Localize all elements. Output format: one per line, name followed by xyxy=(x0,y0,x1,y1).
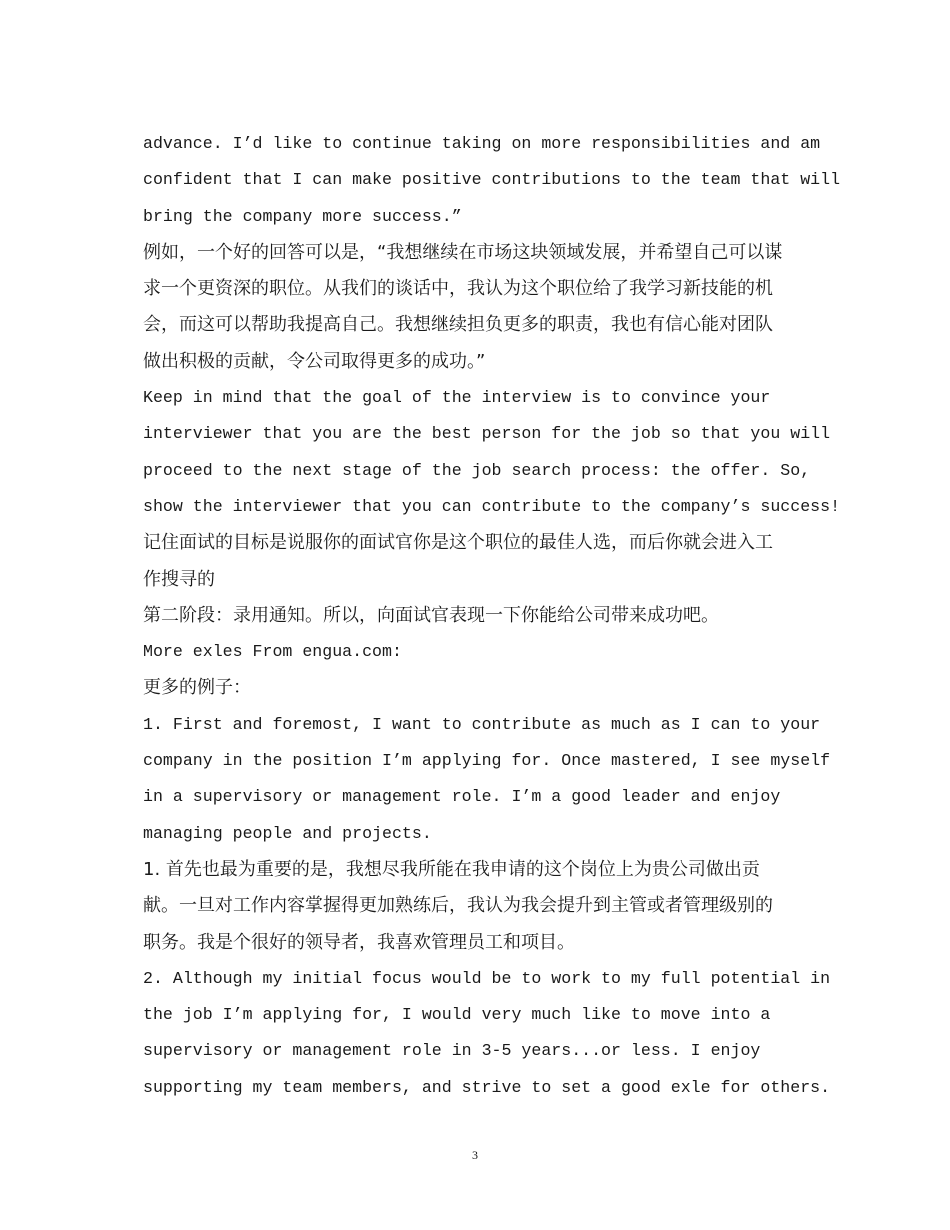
text-line: 职务。我是个很好的领导者，我喜欢管理员工和项目。 xyxy=(143,931,575,953)
paragraph-en-example-2 xyxy=(143,961,831,1106)
paragraph-zh-keep-in-mind xyxy=(143,525,823,598)
text-line: 1. 首先也最为重要的是，我想尽我所能在我申请的这个岗位上为贵公司做出贡 xyxy=(143,858,760,880)
text-line: in a supervisory or management role. I’m a good leader and enjoy xyxy=(143,787,781,807)
text-line: supporting my team members, and strive to set a good exle for others. xyxy=(143,1077,831,1097)
text-line: the job I’m applying for, I would very much like to move into a xyxy=(143,1005,771,1025)
text-line: 2. Although my initial focus would be to work to my full potential in xyxy=(143,968,831,988)
text-line: More exles From engua.com: xyxy=(143,642,402,662)
document-body xyxy=(143,126,841,1106)
text-line: Keep in mind that the goal of the interview is to convince your xyxy=(143,388,771,408)
text-line: managing people and projects. xyxy=(143,823,432,843)
paragraph-en-keep-in-mind xyxy=(143,380,841,525)
text-line: 第二阶段：录用通知。所以，向面试官表现一下你能给公司带来成功吧。 xyxy=(143,604,719,626)
text-line: confident that I can make positive contributions to the team that will xyxy=(143,170,841,190)
paragraph-en-more-examples xyxy=(143,634,823,670)
paragraph-en-continuation xyxy=(143,126,841,235)
text-line: advance. I’d like to continue taking on more responsibilities and am xyxy=(143,134,821,153)
paragraph-zh-second-stage xyxy=(143,598,823,634)
text-line: 作搜寻的 xyxy=(143,568,215,590)
text-line: 做出积极的贡献，令公司取得更多的成功。” xyxy=(143,350,486,372)
text-line: interviewer that you are the best person for the job so that you will xyxy=(143,424,831,444)
text-line: 更多的例子： xyxy=(143,677,251,699)
page-number: 3 xyxy=(472,1148,478,1162)
paragraph-en-example-1 xyxy=(143,707,831,852)
text-line: 求一个更资深的职位。从我们的谈话中，我认为这个职位给了我学习新技能的机 xyxy=(143,278,773,300)
text-line: show the interviewer that you can contribute to the company’s success! xyxy=(143,496,841,516)
text-line: proceed to the next stage of the job search process: the offer. So, xyxy=(143,460,811,480)
text-line: company in the position I’m applying for. Once mastered, I see myself xyxy=(143,751,831,771)
text-line: 会，而这可以帮助我提高自己。我想继续担负更多的职责，我也有信心能对团队 xyxy=(143,314,773,336)
text-line: 记住面试的目标是说服你的面试官你是这个职位的最佳人选，而后你就会进入工 xyxy=(143,532,773,554)
text-line: 献。一旦对工作内容掌握得更加熟练后，我认为我会提升到主管或者管理级别的 xyxy=(143,895,773,917)
text-line: supervisory or management role in 3-5 years...or less. I enjoy xyxy=(143,1041,761,1061)
text-line: 例如，一个好的回答可以是，“我想继续在市场这块领域发展，并希望自己可以谋 xyxy=(143,241,783,263)
paragraph-zh-more-examples xyxy=(143,670,823,706)
paragraph-zh-example-answer xyxy=(143,235,823,380)
paragraph-zh-example-1 xyxy=(143,852,823,961)
text-line: bring the company more success.” xyxy=(143,206,462,226)
text-line: 1. First and foremost, I want to contribute as much as I can to your xyxy=(143,714,821,734)
